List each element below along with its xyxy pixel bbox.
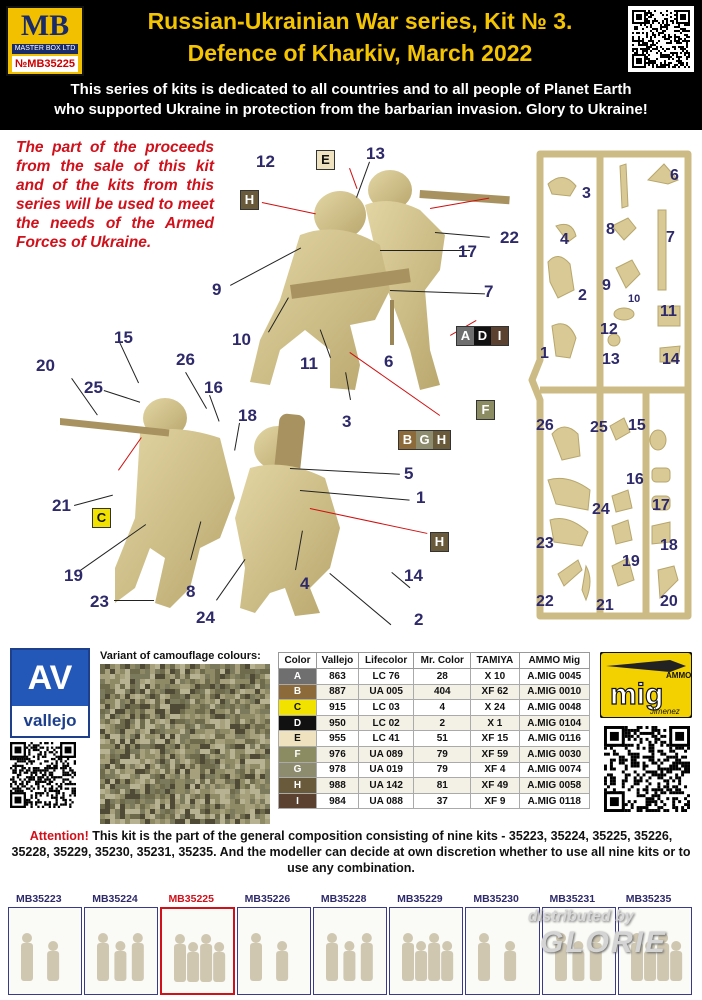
camouflage-swatch xyxy=(100,664,270,824)
mig-sub: Jimenez xyxy=(650,707,680,716)
part-label-10: 10 xyxy=(232,330,251,349)
kit-figures-icon xyxy=(85,908,157,992)
vallejo-name: vallejo xyxy=(12,706,88,736)
paint-cell-mrcolor: 79 xyxy=(414,746,471,762)
sprue-label-9: 9 xyxy=(602,277,611,294)
color-tag-c xyxy=(92,508,111,528)
kit-name-mb35231: MB35231 xyxy=(549,893,596,905)
sprue-label-22: 22 xyxy=(536,593,554,610)
dedication-line-1: This series of kits is dedicated to all countries and to all people of Planet Earth xyxy=(70,81,632,98)
paint-cell-vallejo: 950 xyxy=(317,715,359,731)
part-label-19: 19 xyxy=(64,566,83,585)
part-label-18: 18 xyxy=(238,406,257,425)
sprue-label-17: 17 xyxy=(652,497,670,514)
sprue-label-15: 15 xyxy=(628,417,646,434)
qr-code-icon xyxy=(604,726,690,812)
part-label-20: 20 xyxy=(36,356,55,375)
paint-cell-ammo: A.MIG 0030 xyxy=(519,746,589,762)
col-mrcolor: Mr. Color xyxy=(414,653,471,669)
paint-row-h xyxy=(279,778,590,794)
kit-thumbnail xyxy=(313,907,387,995)
paint-row-i xyxy=(279,793,590,809)
part-label-15: 15 xyxy=(114,328,133,347)
color-tag-adi xyxy=(456,326,509,346)
paint-cell-tamiya: XF 62 xyxy=(471,684,519,700)
title-line-2: Defence of Kharkiv, March 2022 xyxy=(187,40,533,66)
sprue-label-2: 2 xyxy=(578,287,587,304)
attention-text: This kit is the part of the general composition consisting of nine kits - 35223, 35224, 35225, 35226, 35228, 35229, 35230, 35231, 35235. And the modeller can decide at own discretion whether to use all nine kits or to use any combination. xyxy=(11,829,691,875)
qr-code-icon xyxy=(10,742,76,808)
color-tag-d-letter: D xyxy=(474,327,491,345)
color-tag-a-letter: A xyxy=(457,327,474,345)
kit-name-mb35223: MB35223 xyxy=(16,893,62,905)
paint-row-e xyxy=(279,731,590,747)
kit-name-mb35230: MB35230 xyxy=(473,893,519,905)
paint-cell-tamiya: XF 59 xyxy=(471,746,519,762)
paint-cell-code: F xyxy=(279,746,317,762)
paint-cell-code: A xyxy=(279,669,317,685)
paint-cell-ammo: A.MIG 0048 xyxy=(519,700,589,716)
part-label-26: 26 xyxy=(176,350,195,369)
col-color: Color xyxy=(279,653,317,669)
paint-cell-lifecolor: LC 02 xyxy=(358,715,413,731)
title-line-1: Russian-Ukrainian War series, Kit № 3. xyxy=(147,8,573,34)
kit-name-mb35229: MB35229 xyxy=(397,893,443,905)
part-label-12: 12 xyxy=(256,152,275,171)
part-label-24: 24 xyxy=(196,608,215,627)
logo-kit-number: №MB35225 xyxy=(12,56,78,72)
qr-code-icon xyxy=(628,6,694,72)
paint-cell-tamiya: XF 15 xyxy=(471,731,519,747)
color-tag-h xyxy=(240,190,259,210)
sprue-label-18: 18 xyxy=(660,537,678,554)
paint-cell-tamiya: XF 9 xyxy=(471,793,519,809)
sprue-label-24: 24 xyxy=(592,501,610,518)
paint-cell-code: D xyxy=(279,715,317,731)
paint-cell-tamiya: XF 4 xyxy=(471,762,519,778)
color-tag-b-letter: B xyxy=(399,431,416,449)
col-ammo: AMMO Mig xyxy=(519,653,589,669)
color-tag-c-letter: C xyxy=(93,509,110,527)
paint-cell-tamiya: X 10 xyxy=(471,669,519,685)
paint-row-d xyxy=(279,715,590,731)
part-label-11: 11 xyxy=(300,354,318,373)
paint-cell-vallejo: 978 xyxy=(317,762,359,778)
col-lifecolor: Lifecolor xyxy=(358,653,413,669)
paint-cell-lifecolor: UA 088 xyxy=(358,793,413,809)
sprue-label-19: 19 xyxy=(622,553,640,570)
col-tamiya: TAMIYA xyxy=(471,653,519,669)
part-label-17: 17 xyxy=(458,242,477,261)
paint-row-g xyxy=(279,762,590,778)
paint-cell-code: B xyxy=(279,684,317,700)
kit-figures-icon xyxy=(390,908,462,992)
kit-figures-icon xyxy=(238,908,310,992)
kit-name-mb35226: MB35226 xyxy=(244,893,291,905)
kit-figures-icon xyxy=(162,909,234,993)
kit-figures-icon xyxy=(314,908,386,992)
part-label-22: 22 xyxy=(500,228,519,247)
color-tag-f xyxy=(476,400,495,420)
masterbox-logo xyxy=(6,6,84,76)
paint-cell-vallejo: 976 xyxy=(317,746,359,762)
vallejo-mark: AV xyxy=(12,650,88,706)
vallejo-logo xyxy=(10,648,90,738)
paint-cell-ammo: A.MIG 0104 xyxy=(519,715,589,731)
part-label-16: 16 xyxy=(204,378,223,397)
kit-name-mb35235: MB35235 xyxy=(625,893,672,905)
sprue-label-13: 13 xyxy=(602,351,620,368)
paint-cell-ammo: A.MIG 0118 xyxy=(519,793,589,809)
kit-name-mb35228: MB35228 xyxy=(320,893,367,905)
watermark-glorie: GLORIE xyxy=(540,926,668,959)
part-label-8: 8 xyxy=(186,582,196,601)
paint-row-f xyxy=(279,746,590,762)
paint-table xyxy=(278,652,590,809)
part-label-21: 21 xyxy=(52,496,71,515)
part-label-7: 7 xyxy=(484,282,494,301)
sprue-label-7: 7 xyxy=(666,229,675,246)
sprue-label-4: 4 xyxy=(560,231,569,248)
paint-cell-lifecolor: LC 41 xyxy=(358,731,413,747)
paint-cell-mrcolor: 81 xyxy=(414,778,471,794)
paint-row-a xyxy=(279,669,590,685)
part-label-1: 1 xyxy=(416,488,426,507)
kit-thumbnail xyxy=(8,907,82,995)
part-label-6: 6 xyxy=(384,352,394,371)
paint-cell-lifecolor: LC 03 xyxy=(358,700,413,716)
part-label-4: 4 xyxy=(300,574,310,593)
color-tag-h2-letter: H xyxy=(433,431,450,449)
paint-cell-vallejo: 887 xyxy=(317,684,359,700)
kit-name-mb35225: MB35225 xyxy=(168,893,214,905)
color-tag-g-letter: G xyxy=(416,431,433,449)
sprue-label-10: 10 xyxy=(628,293,641,305)
paint-cell-vallejo: 988 xyxy=(317,778,359,794)
color-tag-e-letter: E xyxy=(317,151,334,169)
paint-cell-ammo: A.MIG 0116 xyxy=(519,731,589,747)
sprue-label-21: 21 xyxy=(596,597,614,614)
sprue-label-8: 8 xyxy=(606,221,615,238)
dedication-line-2: who supported Ukraine in protection from the barbarian invasion. Glory to Ukraine! xyxy=(54,101,648,118)
paint-cell-tamiya: XF 49 xyxy=(471,778,519,794)
kit-thumbnail xyxy=(84,907,158,995)
dedication xyxy=(8,80,694,120)
paint-cell-tamiya: X 1 xyxy=(471,715,519,731)
logo-company: MASTER BOX LTD xyxy=(12,44,78,54)
paint-cell-ammo: A.MIG 0058 xyxy=(519,778,589,794)
color-tag-e xyxy=(316,150,335,170)
paint-cell-tamiya: X 24 xyxy=(471,700,519,716)
paint-cell-lifecolor: LC 76 xyxy=(358,669,413,685)
attention-prefix: Attention! xyxy=(29,829,89,843)
paint-cell-mrcolor: 37 xyxy=(414,793,471,809)
paint-cell-mrcolor: 2 xyxy=(414,715,471,731)
mig-ammo-text: AMMO xyxy=(666,671,692,680)
paint-cell-code: G xyxy=(279,762,317,778)
part-label-14: 14 xyxy=(404,566,423,585)
part-label-23: 23 xyxy=(90,592,109,611)
paint-cell-code: E xyxy=(279,731,317,747)
sprue-label-26: 26 xyxy=(536,417,554,434)
color-tag-bgh xyxy=(398,430,451,450)
sprue-label-20: 20 xyxy=(660,593,678,610)
kit-thumbnail xyxy=(160,907,234,995)
camo-label: Variant of camouflage colours: xyxy=(100,650,261,662)
color-tag-i-letter: I xyxy=(491,327,508,345)
header xyxy=(0,0,702,130)
part-label-25: 25 xyxy=(84,378,103,397)
paint-row-c xyxy=(279,700,590,716)
paint-cell-vallejo: 955 xyxy=(317,731,359,747)
kit-name-mb35224: MB35224 xyxy=(92,893,138,905)
color-tag-f-letter: F xyxy=(477,401,494,419)
sprue-label-1: 1 xyxy=(540,345,549,362)
paint-cell-code: I xyxy=(279,793,317,809)
kit-thumbnail xyxy=(389,907,463,995)
paint-cell-vallejo: 915 xyxy=(317,700,359,716)
paint-row-b xyxy=(279,684,590,700)
paint-cell-lifecolor: UA 142 xyxy=(358,778,413,794)
sprue-label-11: 11 xyxy=(660,303,677,320)
col-vallejo: Vallejo xyxy=(317,653,359,669)
paint-cell-ammo: A.MIG 0045 xyxy=(519,669,589,685)
mig-name: mig xyxy=(610,678,664,711)
watermark-distributed: distributed by xyxy=(528,908,634,925)
paint-cell-mrcolor: 51 xyxy=(414,731,471,747)
paint-cell-code: C xyxy=(279,700,317,716)
part-label-9: 9 xyxy=(212,280,222,299)
paint-cell-mrcolor: 28 xyxy=(414,669,471,685)
color-tag-h-letter: H xyxy=(241,191,258,209)
paint-cell-mrcolor: 404 xyxy=(414,684,471,700)
paint-table-header xyxy=(279,653,590,669)
color-tag-h3-letter: H xyxy=(431,533,448,551)
color-tag-h3 xyxy=(430,532,449,552)
proceeds-note: The part of the proceeds from the sale of this kit and of the kits from this series will be used to meet the needs of the Armed Forces of Ukraine. xyxy=(16,139,214,251)
paint-cell-ammo: A.MIG 0010 xyxy=(519,684,589,700)
part-label-5: 5 xyxy=(404,464,414,483)
ammo-mig-logo xyxy=(600,652,692,718)
kit-figures-icon xyxy=(9,908,81,992)
paint-cell-mrcolor: 4 xyxy=(414,700,471,716)
part-label-3: 3 xyxy=(342,412,352,431)
sprue-label-16: 16 xyxy=(626,471,644,488)
sprue-label-6: 6 xyxy=(670,167,679,184)
sprue-label-23: 23 xyxy=(536,535,554,552)
paint-cell-vallejo: 984 xyxy=(317,793,359,809)
kit-thumbnail xyxy=(237,907,311,995)
sprue-label-14: 14 xyxy=(662,351,680,368)
sprue-label-25: 25 xyxy=(590,419,608,436)
paint-cell-mrcolor: 79 xyxy=(414,762,471,778)
sprue-label-12: 12 xyxy=(600,321,618,338)
paint-cell-code: H xyxy=(279,778,317,794)
logo-brand: MB xyxy=(20,9,70,42)
sprue-label-3: 3 xyxy=(582,185,591,202)
part-label-2: 2 xyxy=(414,610,424,629)
attention-note xyxy=(10,828,692,876)
paint-cell-lifecolor: UA 089 xyxy=(358,746,413,762)
paint-cell-vallejo: 863 xyxy=(317,669,359,685)
part-label-13: 13 xyxy=(366,144,385,163)
paint-cell-lifecolor: UA 005 xyxy=(358,684,413,700)
paint-cell-ammo: A.MIG 0074 xyxy=(519,762,589,778)
paint-cell-lifecolor: UA 019 xyxy=(358,762,413,778)
sprue-diagram xyxy=(528,150,696,620)
